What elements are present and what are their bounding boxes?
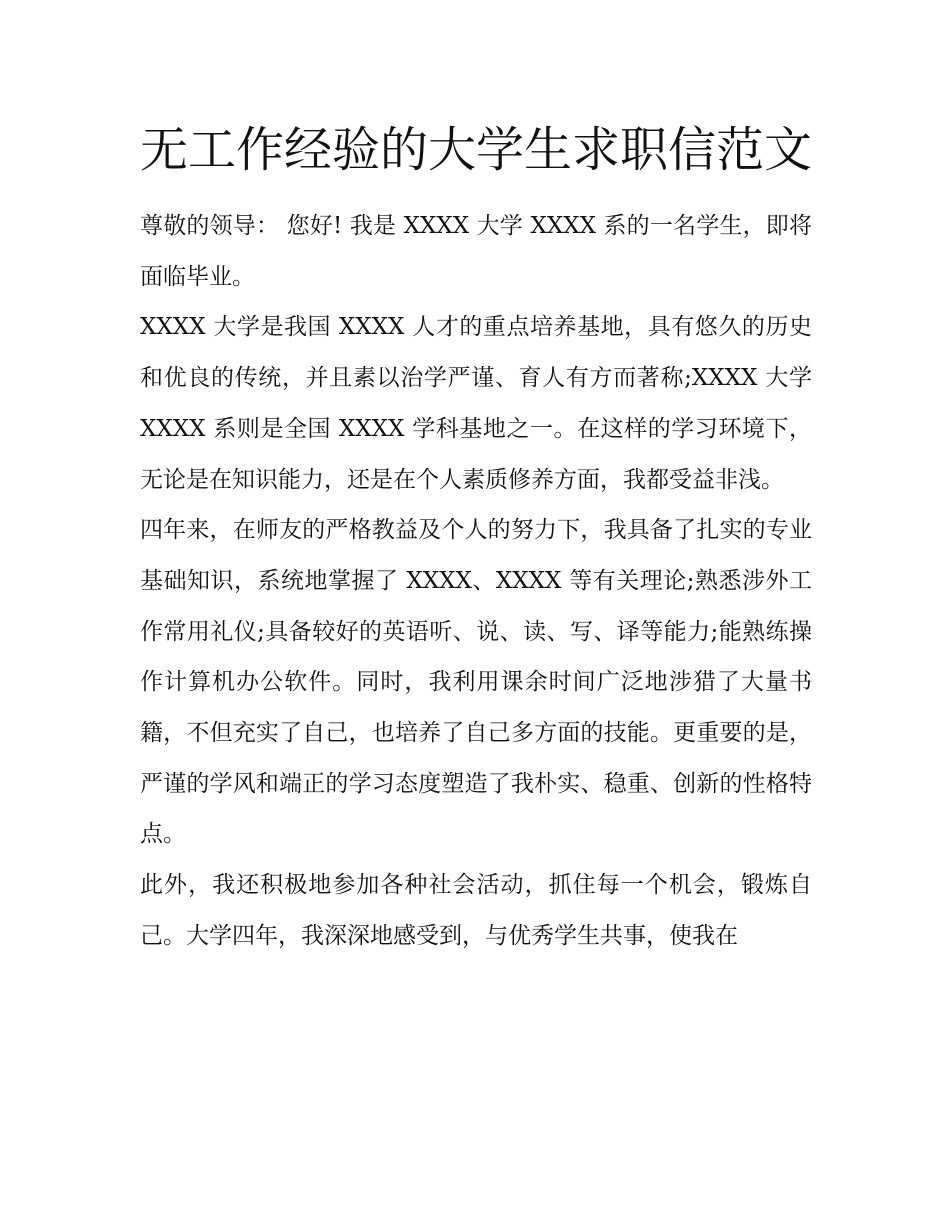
document-body [140, 201, 812, 962]
document-title: 无工作经验的大学生求职信范文 [140, 122, 813, 178]
document-page [140, 112, 812, 962]
paragraph-greeting: 尊敬的领导： 您好! 我是 XXXX 大学 XXXX 系的一名学生，即将面临毕业。 [140, 213, 812, 290]
paragraph-activities: 此外，我还积极地参加各种社会活动，抓住每一个机会，锻炼自己。大学四年，我深深地感受到，与优秀学生共事，使我在 [140, 872, 812, 949]
paragraph-university: XXXX 大学是我国 XXXX 人才的重点培养基地，具有悠久的历史和优良的传统，并且素以治学严谨、育人有方而著称;XXXX 大学 XXXX 系则是全国 XXXX 学科基地之一。在这样的学习环境下，无论是在知识能力，还是在个人素质修养方面，我都受益非浅。 [140, 314, 812, 493]
paragraph-skills: 四年来，在师友的严格教益及个人的努力下，我具备了扎实的专业基础知识，系统地掌握了 XXXX、XXXX 等有关理论;熟悉涉外工作常用礼仪;具备较好的英语听、说、读、写、译等能力;能熟练操作计算机办公软件。同时，我利用课余时间广泛地涉猎了大量书籍，不但充实了自己，也培养了自己多方面的技能。更重要的是，严谨的学风和端正的学习态度塑造了我朴实、稳重、创新的性格特点。 [140, 517, 812, 848]
